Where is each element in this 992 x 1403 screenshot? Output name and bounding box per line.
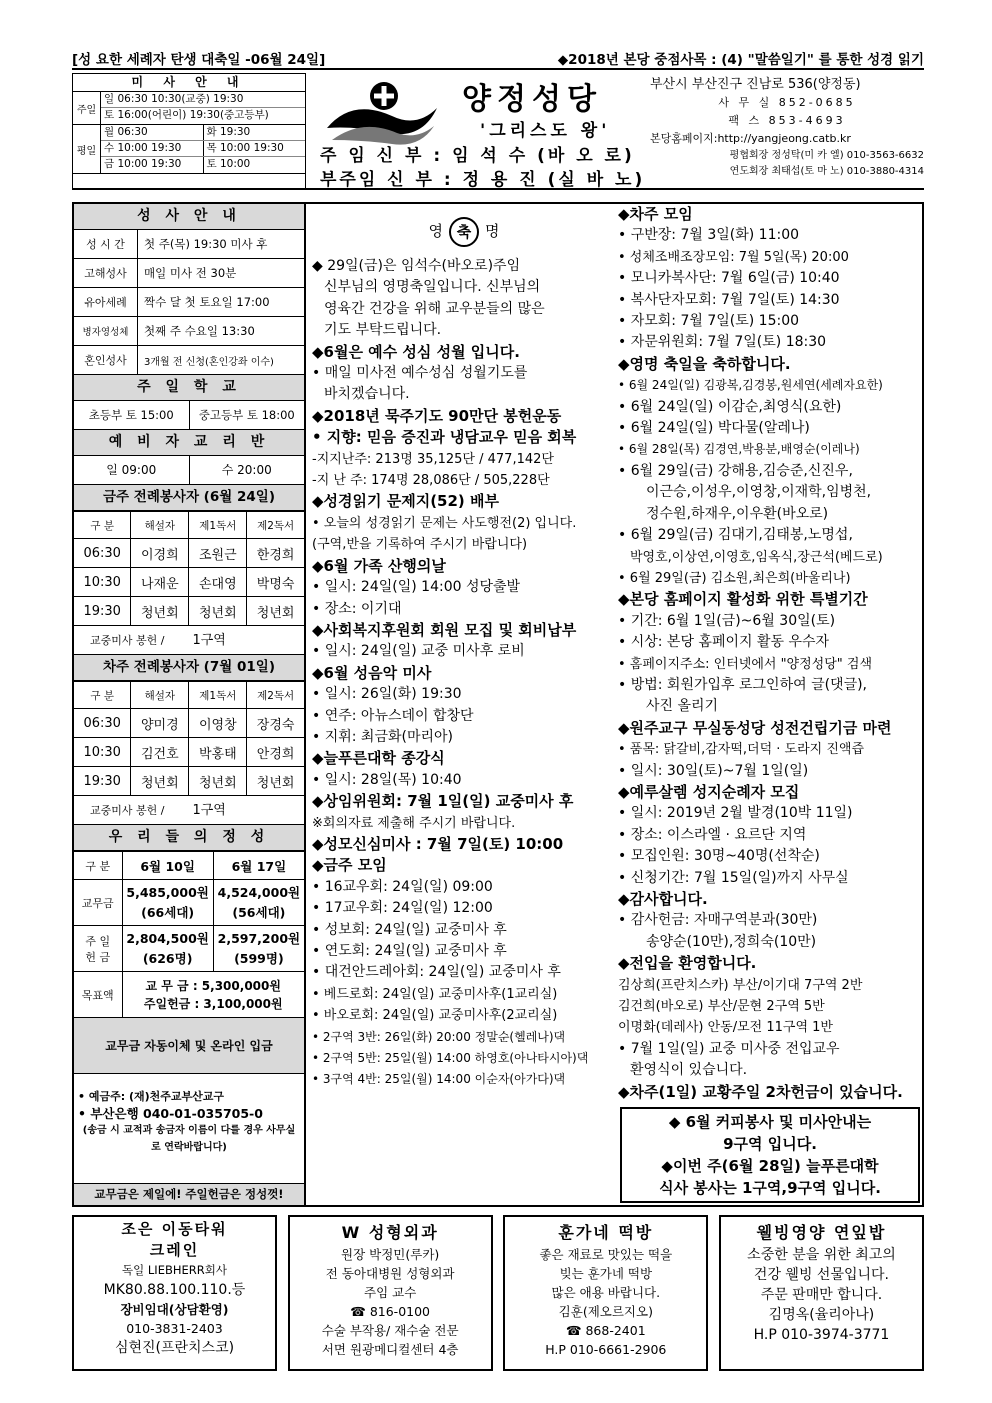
announcement-line: • 신청기간: 7월 15일(일)까지 사무실: [618, 869, 849, 886]
table-row: 06:30 이경희 조원근 한경희: [74, 539, 304, 568]
account-slogan: 교무금은 제일에! 주일헌금은 정성껏!: [74, 1183, 304, 1205]
sunday-mass-2: 토 16:00(어린이) 19:30(중고등부): [104, 109, 269, 121]
council-president: 평협회장 정성탁(미 카 엘) 010-3563-6632: [729, 150, 924, 161]
account-holder: • 예금주: (재)천주교부산교구: [78, 1090, 225, 1103]
sacrament-row: 병자영성체 첫째 주 수요일 13:30: [74, 317, 304, 346]
catechumen-times: 일 09:00 수 20:00: [74, 456, 304, 485]
announcement-line: ◆감사합니다.: [618, 890, 708, 908]
account-info: [74, 1074, 304, 1162]
announcement-line: • 모집인원: 30명~40명(선착순): [618, 848, 820, 865]
announcement-line: ◆늘푸른대학 종강식: [312, 749, 445, 768]
announcement-line: • 일시: 24일(일) 14:00 성당출발: [312, 579, 521, 596]
ad-plastic-surgery: W 성형외과 원장 박정민(루카) 전 동아대병원 성형외과 주임 교수 ☎ 816-0100 수술 부작용/ 재수술 전문 서면 원광메디컬센터 4층: [288, 1215, 493, 1371]
contact-info: [650, 76, 924, 180]
right-announcements: [618, 204, 922, 1103]
offertory-next-week: 교중미사 봉헌 / 1구역: [74, 796, 304, 825]
announcement-line: • 16교우회: 24일(일) 09:00: [312, 878, 493, 895]
sunday-school-times: 초등부 토 15:00 중고등부 토 18:00: [74, 401, 304, 430]
sacrament-row: 유아세례 짝수 달 첫 토요일 17:00: [74, 288, 304, 317]
announcement-line: ◆6월 가족 산행의날: [312, 556, 446, 575]
announcement-line: ◆영명 축일을 축하합니다.: [618, 354, 791, 373]
offering-table: 구 분 6월 10일 6월 17일 교무금 5,485,000원 (66세대) 4,524,000원 (56세대) 주 일 헌 금 2,804,500원 (626명) 2,597,200원 (599명) 목표액 교 무 금 : 5,300,000원 주일헌금 : 3,100,000원: [74, 851, 304, 1018]
left-column: [74, 204, 306, 1205]
table-row: 19:30 청년회 청년회 청년회: [74, 767, 304, 796]
mass-schedule: [72, 73, 306, 189]
announcement-line: 기도 부탁드립니다.: [324, 322, 442, 339]
sacrament-row: 혼인성사 3개월 전 신청(혼인강좌 이수): [74, 346, 304, 375]
announcement-line: 이명화(데레사) 안동/모전 11구역 1반: [618, 1020, 833, 1036]
weekday-row: 수 10:00 19:30 목 10:00 19:30: [101, 141, 305, 157]
announcement-line: ◆차주(1일) 교황주일 2차헌금이 있습니다.: [618, 1082, 903, 1101]
announcement-line: • 2구역 3반: 26일(화) 20:00 정말순(헬레나)댁: [312, 1029, 566, 1044]
advertisements: [72, 1215, 924, 1371]
announcement-line: ◆금주 모임: [312, 856, 387, 875]
sacrament-row: 고해성사 매일 미사 전 30분: [74, 259, 304, 288]
announcement-line: • 6월 29일(금) 강해용,김승준,신진우,: [618, 462, 853, 479]
announcement-line: • 자문위원회: 7월 7일(토) 18:30: [618, 334, 827, 351]
announcement-line: • 일시: 26일(화) 19:30: [312, 686, 462, 703]
servers-next-week-title: 차주 전례봉사자 (7월 01일): [74, 655, 304, 681]
right-column: [618, 204, 922, 1203]
servers-this-week-table: 구 분 해설자 제1독서 제2독서 06:30 이경희 조원근 한경희 10:30 나재운 손대영 박명숙 19:30 청년회 청년회 청년회: [74, 511, 304, 626]
announcement-line: • 모니카복사단: 7월 6일(금) 10:40: [618, 270, 840, 287]
sunday-mass-1: 일 06:30 10:30(교중) 19:30: [101, 92, 305, 108]
header-topline: [72, 48, 924, 68]
table-row: 06:30 양미경 이영창 장경숙: [74, 709, 304, 738]
announcement-line: • 3구역 4반: 25일(월) 14:00 이순자(아가다)댁: [312, 1072, 566, 1087]
announcement-line: • 연도회: 24일(일) 교중미사 후: [312, 943, 507, 959]
announcement-line: • 오늘의 성경읽기 문제는 사도행전(2) 입니다.: [312, 515, 577, 531]
table-row: 10:30 나재운 손대영 박명숙: [74, 568, 304, 597]
announcement-line: 송양순(10만),정희숙(10만): [646, 933, 817, 950]
mass-schedule-title: 미 사 안 내: [73, 74, 305, 92]
homepage-link[interactable]: 본당홈페이지:http://yangjeong.catb.kr: [650, 132, 851, 145]
servers-this-week-title: 금주 전례봉사자 (6월 24일): [74, 485, 304, 511]
announcement-line: • 시상: 본당 홈페이지 활동 우수자: [618, 634, 830, 651]
announcement-line: 박영호,이상연,이영호,임옥식,장근석(베드로): [630, 549, 883, 565]
offering-title: 우 리 들 의 정 성: [74, 825, 304, 851]
table-row: 10:30 김건호 박홍태 안경희: [74, 738, 304, 767]
fax: 팩 스 853-4693: [728, 114, 846, 127]
church-logo-icon: [322, 78, 442, 148]
announcement-line: ◆6월은 예수 성심 성월 입니다.: [312, 342, 520, 361]
announcement-line: ◆ 29일(금)은 임석수(바오로)주임: [312, 258, 521, 274]
announcement-line: 영육간 건강을 위해 교우분들의 많은: [324, 300, 545, 317]
announcement-line: • 구반장: 7월 3일(화) 11:00: [618, 227, 800, 244]
catechumen-title: 예 비 자 교 리 반: [74, 430, 304, 456]
announcement-line: ◆원주교구 무실동성당 성전건립기금 마련: [618, 718, 892, 737]
church-name: 양정성당: [462, 82, 602, 117]
feast-heading: 영 축 명: [312, 204, 616, 256]
announcement-line: (구역,반을 기록하여 주시기 바랍니다): [312, 537, 528, 553]
weekday-label: 평일: [73, 125, 101, 174]
pastor: 주 임 신 부 : 임 석 수 (바 오 로): [320, 146, 635, 166]
announcement-line: ◆성경읽기 문제지(52) 배부: [312, 492, 499, 511]
announcement-line: • 7월 1일(일) 교중 미사중 전입교우: [618, 1040, 840, 1057]
announcement-line: -지지난주: 213명 35,125단 / 477,142단: [312, 451, 554, 467]
announcement-line: ◆전입을 환영합니다.: [618, 954, 757, 973]
announcement-line: • 일시: 2019년 2월 발경(10박 11일): [618, 805, 853, 822]
announcement-line: ◆성모신심미사 : 7월 7일(토) 10:00: [312, 834, 564, 853]
clergy: [320, 144, 645, 192]
announcement-line: 사진 올리기: [646, 698, 719, 715]
announcement-line: ◆본당 홈페이지 활성화 위한 특별기간: [618, 590, 868, 609]
sunday-school-title: 주 일 학 교: [74, 375, 304, 401]
announcement-line: ◆상임위원회: 7월 1일(일) 교중미사 후: [312, 792, 574, 811]
weekday-row: 금 10:00 19:30 토 10:00: [101, 157, 305, 173]
announcement-line: 김건희(바오로) 부산/문현 2구역 5반: [618, 999, 825, 1015]
announcement-line: • 6월 29일(금) 김소원,최은희(바울리나): [618, 570, 851, 586]
league-president: 연도회장 최태섭(토 마 노) 010-3880-4314: [729, 166, 924, 177]
sunday-label: 주일: [73, 92, 101, 125]
announcement-line: 정수원,하재우,이우환(바오로): [646, 505, 829, 522]
announcement-line: 환영식이 있습니다.: [630, 1062, 748, 1079]
announcement-line: • 일시: 28일(목) 10:40: [312, 771, 462, 788]
announcement-line: • 일시: 24일(일) 교중 미사후 로비: [312, 643, 525, 660]
announcement-line: • 기간: 6월 1일(금)~6월 30일(토): [618, 612, 836, 629]
announcement-line: ◆6월 성음악 미사: [312, 663, 432, 682]
announcement-line: • 방법: 회원가입후 로그인하여 글(댓글),: [618, 676, 868, 693]
sacrament-row: 성 시 간 첫 주(목) 19:30 미사 후: [74, 230, 304, 259]
masthead: [72, 68, 924, 190]
servers-next-week-table: 구 분 해설자 제1독서 제2독서 06:30 양미경 이영창 장경숙 10:30 김건호 박홍태 안경희 19:30 청년회 청년회 청년회: [74, 681, 304, 796]
office-phone: 사 무 실 852-0685: [718, 96, 856, 109]
account-title: 교무금 자동이체 및 온라인 입금: [74, 1018, 304, 1074]
address: 부산시 부산진구 진남로 536(양정동): [650, 77, 861, 92]
announcement-line: • 17교우회: 24일(일) 12:00: [312, 900, 493, 917]
ad-rice-cake: 훈가네 떡방 좋은 재료로 맛있는 떡을 빚는 훈가네 떡방 많은 애용 바랍니다. 김훈(제오르지오) ☎ 868-2401 H.P 010-6661-2906: [503, 1215, 708, 1371]
feast-title: [성 요한 세례자 탄생 대축일 -06월 24일]: [72, 52, 326, 68]
announcement-line: • 장소: 이기대: [312, 600, 402, 617]
announcement-line: ※회의자료 제출해 주시기 바랍니다.: [312, 815, 516, 831]
announcement-line: ◆차주 모임: [618, 205, 693, 223]
table-row: 19:30 청년회 청년회 청년회: [74, 597, 304, 626]
announcement-line: ◆2018년 묵주기도 90만단 봉헌운동: [312, 406, 562, 425]
announcement-line: • 지휘: 최금화(마리아): [312, 728, 453, 745]
pastoral-theme: ◆2018년 본당 중점사목 : (4) "말씀일기" 를 통한 성경 읽기: [557, 52, 924, 68]
announcement-line: • 복사단자모회: 7월 7일(토) 14:30: [618, 291, 840, 308]
announcement-line: • 대건안드레아회: 24일(일) 교중미사 후: [312, 964, 561, 981]
announcement-line: 김상희(프란치스카) 부산/이기대 7구역 2반: [618, 977, 863, 993]
announcement-line: • 6월 29일(금) 김대기,김태봉,노명섭,: [618, 527, 853, 544]
middle-column: [310, 204, 616, 1091]
announcement-line: • 6월 24일(일) 박다물(알레나): [618, 420, 810, 437]
announcement-line: -지 난 주: 174명 28,086단 / 505,228단: [312, 473, 550, 489]
announcement-line: 신부님의 영명축일입니다. 신부님의: [324, 279, 541, 296]
ad-crane: 조은 이동타워 크레인 독일 LIEBHERR회사 MK80.88.100.110.등 장비임대(상담환영) 010-3831-2403 심현진(프란치스코): [72, 1215, 277, 1371]
service-notice-box: ◆ 6월 커피봉사 및 미사안내는 9구역 입니다. ◆이번 주(6월 28일) 늘푸른대학 식사 봉사는 1구역,9구역 입니다.: [620, 1107, 920, 1203]
sacraments-title: 성 사 안 내: [74, 204, 304, 230]
announcement-line: 바치겠습니다.: [324, 386, 410, 403]
announcement-line: • 6월 28일(목) 김경연,박용분,배영순(이레나): [618, 442, 860, 457]
announcement-line: • 베드로회: 24일(일) 교중미사후(1교리실): [312, 986, 558, 1002]
announcement-line: • 2구역 5반: 25일(월) 14:00 하영호(아나타시아)댁: [312, 1051, 589, 1066]
announcement-line: • 장소: 이스라엘 · 요르단 지역: [618, 826, 807, 843]
assistant-pastor: 부주임 신 부 : 정 용 진 (실 바 노): [320, 170, 646, 190]
account-note: (송금 시 교적과 송금자 이름이 다를 경우 사무실로 연락바랍니다): [82, 1125, 296, 1153]
account-number: • 부산은행 040-01-035705-0: [78, 1106, 263, 1121]
announcement-line: • 매일 미사전 예수성심 성월기도를: [312, 365, 528, 382]
announcement-line: ◆사회복지후원회 회원 모집 및 회비납부: [312, 620, 577, 639]
ad-lotus-rice: 웰빙영양 연잎밥 소중한 분을 위한 최고의 건강 웰빙 선물입니다. 주문 판매만 합니다. 김명옥(율리아나) H.P 010-3974-3771: [719, 1215, 924, 1371]
middle-announcements: [312, 256, 616, 1091]
offertory-this-week: 교중미사 봉헌 / 1구역: [74, 626, 304, 655]
announcement-line: • 6월 24일(일) 김광복,김경봉,원세연(세례자요한): [618, 378, 883, 393]
weekday-row: 월 06:30 화 19:30: [101, 125, 305, 141]
announcement-line: • 연주: 아뉴스데이 합창단: [312, 707, 474, 724]
announcement-line: • 6월 24일(일) 이감순,최영식(요한): [618, 398, 842, 415]
announcement-line: • 품목: 닭갈비,감자떡,더덕 · 도라지 진액즙: [618, 742, 865, 758]
announcement-line: • 자모회: 7월 7일(토) 15:00: [618, 313, 800, 330]
main-content: [72, 202, 924, 1207]
announcement-line: • 바오로회: 24일(일) 교중미사후(2교리실): [312, 1008, 558, 1024]
announcement-line: • 감사헌금: 자매구역분과(30만): [618, 912, 818, 929]
celebration-icon: 축: [449, 217, 479, 247]
announcement-line: • 홈페이지주소: 인터넷에서 "양정성당" 검색: [618, 656, 873, 672]
announcement-line: • 일시: 30일(토)~7월 1일(일): [618, 762, 809, 779]
church-subtitle: '그리스도 왕': [480, 121, 611, 141]
announcement-line: • 성보회: 24일(일) 교중미사 후: [312, 921, 507, 938]
announcement-line: • 성체조배조장모임: 7월 5일(목) 20:00: [618, 249, 849, 265]
announcement-line: ◆예루살렘 성지순례자 모집: [618, 782, 800, 801]
announcement-line: • 지향: 믿음 증진과 냉담교우 믿음 회복: [312, 428, 577, 447]
announcement-line: 이근승,이성우,이영창,이재학,임병천,: [646, 484, 872, 501]
